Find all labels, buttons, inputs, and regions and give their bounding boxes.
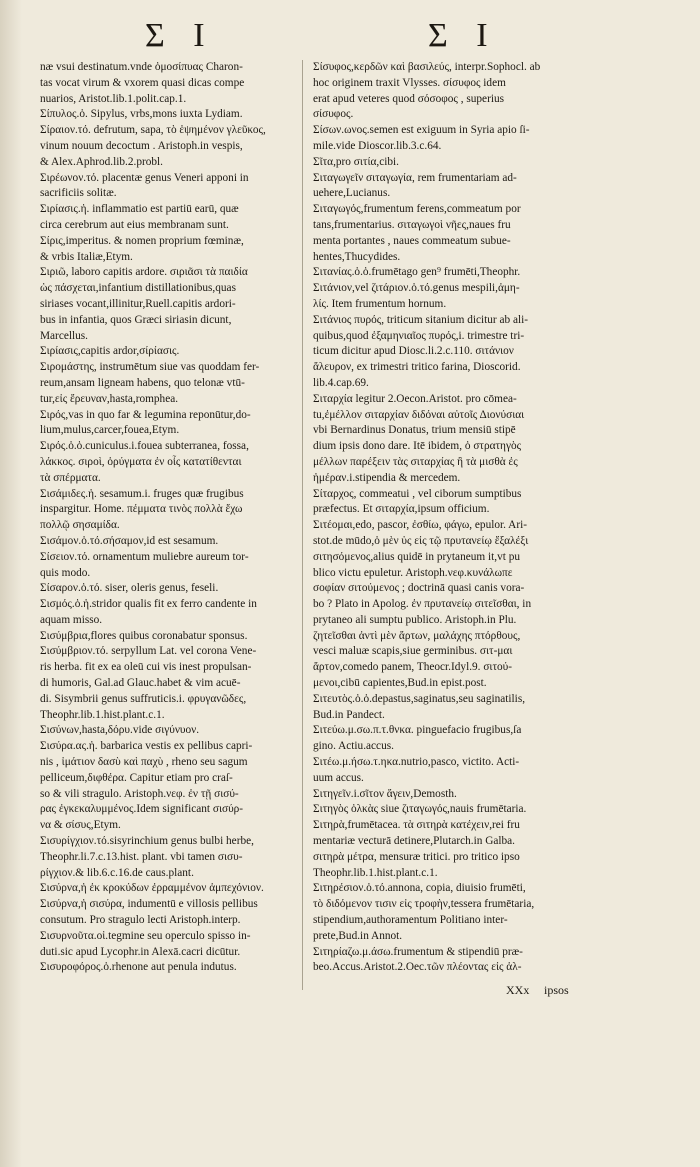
text-line: uehere,Lucianus. (313, 187, 391, 200)
text-line: Σιτηρίαζω.μ.άσω.frumentum & stipendiū præ- (313, 945, 523, 958)
text-line: vinum nouum decoctum . Aristoph.in vespis, (40, 139, 243, 152)
right-column (313, 60, 585, 976)
text-line: Σίραιον.τό. defrutum, sapa, τὸ ἑψημένον γλεῦκος, (40, 124, 266, 137)
text-line: Σιρός.ὁ.ὁ.cuniculus.i.fouea subterranea, fossa, (40, 440, 249, 453)
text-line: Σιτηρέσιον.ὁ.τό.annona, copia, diuisio frumēti, (313, 882, 526, 895)
text-line: dium ipsis dono dare. Itē ibidem, ὁ στρατηγὸς (313, 440, 522, 453)
text-line: Σιτηρὰ,frumētacea. τὰ σιτηρὰ κατέχειν,rei fru (313, 819, 520, 832)
text-line: aquam misso. (40, 613, 103, 626)
text-line: bo ? Plato in Apolog. ἐν πρυτανείῳ σιτεῖσθαι, in (313, 598, 532, 611)
text-line: Σίπυλος.ὁ. Sipylus, vrbs,mons iuxta Lydiam. (40, 108, 243, 121)
text-line: vbi Bernardinus Donatus, trium mensiū stipē (313, 424, 516, 437)
text-line: blico victu epuletur. Aristoph.νεφ.κυνάλωπε (313, 566, 513, 579)
text-line: λάκκος. σιροὶ, ὀρύγματα ἐν οἷς κατατίθενται (40, 455, 242, 468)
text-line: Marcellus. (40, 329, 88, 342)
text-line: Σισυροφόρος.ὁ.rhenone aut penula indutus. (40, 961, 237, 974)
text-line: quis modo. (40, 566, 91, 579)
text-line: Σιτέω.μ.ήσω.τ.ηκα.nutrio,pasco, victito. Acti- (313, 756, 520, 769)
text-line: prytaneo ali sumptu publico. Aristoph.in Plu. (313, 613, 517, 626)
text-line: vesci maluæ scapis,siue germinibus. σιτ-μαι (313, 645, 513, 658)
text-line: quibus,quod ἐξαμηνιαῖος πυρός,i. trimestre tri- (313, 329, 525, 342)
text-line: ἄλευρον, ex trimestri tritico farina, Dioscorid. (313, 361, 521, 374)
text-line: & Alex.Aphrod.lib.2.probl. (40, 155, 164, 168)
signature-mark: XXx (506, 983, 530, 997)
text-line: Σίσαρον.ὁ.τό. siser, oleris genus, feseli. (40, 582, 219, 595)
text-line: nis , ἱμάτιον δασὺ καὶ παχὺ , rheno seu sagum (40, 756, 248, 769)
text-line: di humoris, Gal.ad Glauc.habet & vim acuē- (40, 677, 241, 690)
text-line: Σισύμβρια,flores quibus coronabatur sponsus. (40, 629, 248, 642)
text-line: να & σίσυς,Etym. (40, 819, 121, 832)
text-line: duti.sic apud Lycophr.in Alexā.cacri dicūtur. (40, 945, 241, 958)
text-line: nuarios, Aristot.lib.1.polit.cap.1. (40, 92, 187, 105)
text-line: λίς. Item frumentum hornum. (313, 297, 447, 310)
text-line: Σισυρνοῦτα.οἱ.tegmine seu operculo spisso in- (40, 929, 251, 942)
text-line: Σισμός.ὁ.ἡ.stridor qualis fit ex ferro candente in (40, 598, 257, 611)
text-line: Σιτέομαι,edo, pascor, ἐσθίω, φάγω, epulor. Ari- (313, 519, 527, 532)
text-line: Σιρίασις.ἡ. inflammatio est partiū earū, quæ (40, 203, 239, 216)
text-line: Σιριῶ, laboro capitis ardore. σιριᾶσι τὰ παιδία (40, 266, 248, 279)
text-line: ρας ἐγκεκαλυμμένος.Idem significant σισύρ- (40, 803, 244, 816)
text-line: stipendium,authoramentum Politiano inter- (313, 914, 508, 927)
text-line: mentariæ vecturā detinere,Plutarch.in Galba. (313, 835, 516, 848)
text-line: ὡς πάσχεται,infantium distillationibus,quas (40, 282, 236, 295)
text-line: Theophr.lib.1.hist.plant.c.1. (313, 866, 438, 879)
text-line: Σισύρνα,ἡ ἐκ κροκύδων ἐρραμμένον ἀμπεχόνιον. (40, 882, 264, 895)
text-line: næ vsui destinatum.vnde ὁμοσίπυας Charon- (40, 61, 243, 73)
text-line: Σιτηγεῖν.i.σῖτον ἄγειν,Demosth. (313, 787, 457, 800)
text-line: tur,εἰς ἔρευναν,hasta,romphea. (40, 392, 179, 405)
running-head-left: Σ I (145, 17, 215, 54)
text-line: ris herba. fit ex ea oleū cui vis inest propulsan- (40, 661, 252, 674)
text-line: Σιτευτὸς.ὁ.ὁ.depastus,saginatus,seu saginatilis, (313, 692, 526, 705)
left-column (40, 60, 310, 976)
text-line: lib.4.cap.69. (313, 376, 369, 389)
text-line: menta portantes , naues commeatum subue- (313, 234, 511, 247)
text-line: Σισύρνα,ἡ σισύρα, indumentū e villosis pellibus (40, 898, 258, 911)
text-line: uum accus. (313, 771, 364, 784)
text-line: tans,frumentarius. σιταγωγοὶ νῆες,naues fru (313, 218, 511, 231)
text-line: Σισάμιδες.ἡ. sesamum.i. fruges quæ frugibus (40, 487, 244, 500)
text-line: lium,mulus,carcer,fouea,Etym. (40, 424, 180, 437)
text-line: Σιταγωγεῖν σιταγωγία, rem frumentariam ad- (313, 171, 517, 184)
text-line: tu,ἐμέλλον σιταρχίαν διδόναι αὐτοῖς Διονύσιαι (313, 408, 525, 421)
text-line: & vrbis Italiæ,Etym. (40, 250, 133, 263)
text-line: præfectus. Et σιταρχία,ipsum officium. (313, 503, 490, 516)
text-line: μενοι,cibū capientes,Bud.in epist.post. (313, 677, 487, 690)
text-line: Σιτάνιον,vel ζιτάριον.ὁ.τό.genus mespili,ἀμη- (313, 282, 520, 295)
text-line: μέλλων παρέξειν τὰς σιταρχίας ἢ τὰ μισθὰ ἐς (313, 455, 518, 468)
text-line: Σίσειον.τό. ornamentum muliebre aureum tor- (40, 550, 249, 563)
text-line: Σιταρχία legitur 2.Oecon.Aristot. pro cōmea- (313, 392, 517, 405)
text-line: Σιρίασις,capitis ardor,σίρίασις. (40, 345, 180, 358)
text-line: reum,ansam ligneam habens, quo telonæ vtū- (40, 376, 245, 389)
text-line: τὰ σπέρματα. (40, 471, 101, 484)
text-line: erat apud veteres quod σόσοφος , superius (313, 92, 505, 105)
text-line: σοφίαν σιτούμενος ; doctrinā quasi canis vora- (313, 582, 525, 595)
text-line: Σιταγωγός,frumentum ferens,commeatum por (313, 203, 521, 216)
text-line: prete,Bud.in Annot. (313, 929, 403, 942)
text-line: σιτηρὰ μέτρα, mensuræ tritici. pro tritico ipso (313, 850, 520, 863)
text-line: consutum. Pro stragulo lecti Aristoph.interp. (40, 914, 241, 927)
text-line: circa cerebrum aut eius membranam sunt. (40, 218, 229, 231)
text-line: ticum dicitur apud Diosc.li.2.c.110. σιτάνιον (313, 345, 514, 358)
text-line: stot.de mūdo,ὁ μὲν ὑς εἰς τῷ πρυτανείῳ ἔξαλέξι (313, 534, 529, 547)
book-gutter (0, 0, 22, 1167)
text-line: ρίγχιον.& lib.6.c.16.de caus.plant. (40, 866, 194, 879)
text-line: ἄρτον,comedo panem, Theocr.Idyl.9. σιτού- (313, 661, 512, 674)
text-line: hentes,Thucydides. (313, 250, 401, 263)
text-line: σιτησόμενος,alius quidē in prytaneum it,vt pu (313, 550, 521, 563)
text-line: Σιτάνιος πυρός, triticum sitanium dicitur ab ali- (313, 313, 529, 326)
text-line: beo.Accus.Aristot.2.Oec.τῶν πλέοντας εἰς ἀλ- (313, 961, 522, 974)
text-line: Σισύμβριον.τό. serpyllum Lat. vel corona Vene- (40, 645, 257, 658)
text-line: mile.vide Dioscor.lib.3.c.64. (313, 139, 442, 152)
text-line: Theophr.lib.1.hist.plant.c.1. (40, 708, 165, 721)
text-line: σίσυφος. (313, 108, 354, 121)
text-line: sacrificiis solitæ. (40, 187, 117, 200)
text-line: bus in infantia, quos Græci siriasin dicunt, (40, 313, 232, 326)
text-line: Σίσυφος,κερδῶν καὶ βασιλεύς, interpr.Sophocl. ab (313, 61, 541, 73)
text-line: Σίρις,imperitus. & nomen proprium fœminæ, (40, 234, 244, 247)
text-line: Σιτεύω.μ.σω.π.τ.θνκα. pinguefacio frugibus,ſa (313, 724, 522, 737)
text-line: Σιρός,vas in quo far & legumina reponūtur,do- (40, 408, 251, 421)
text-line: Σισάμον.ὁ.τό.σήσαμον,id est sesamum. (40, 534, 219, 547)
text-line: di. Sisymbrii genus suffruticis.i. φρυγανῶδες, (40, 692, 247, 705)
text-line: Σισύνων,hasta,δόρυ.vide σιγύνυον. (40, 724, 200, 737)
text-line: Σίταρχος, commeatui , vel ciborum sumptibus (313, 487, 522, 500)
text-line: τὸ διδόμενον τισιν εἰς τροφὴν,tessera frumētaria, (313, 898, 535, 911)
text-line: Σίσων.ωνος.semen est exiguum in Syria apio ſi- (313, 124, 530, 137)
text-line: Bud.in Pandect. (313, 708, 385, 721)
catchword: ipsos (544, 983, 569, 997)
text-line: so & vili stragulo. Aristoph.νεφ. ἐν τῇ σισύ- (40, 787, 239, 800)
text-line: Σιτηγὸς ὁλκὰς siue ζιταγωγός,nauis frumētaria. (313, 803, 527, 816)
text-line: Σιρέωνον.τό. placentæ genus Veneri apponi in (40, 171, 249, 184)
text-line: Σῖτα,pro σιτία,cibi. (313, 155, 399, 168)
text-line: Σιτανίας.ὁ.ὁ.frumētago gen⁹ frumēti,Theophr. (313, 266, 521, 279)
running-head-right: Σ I (428, 17, 498, 54)
text-line: pelliceum,διφθέρα. Capitur etiam pro craſ- (40, 771, 233, 784)
text-line: hoc originem traxit Vlysses. σίσυφος idem (313, 76, 506, 89)
text-line: Σισύρα.ας.ἡ. barbarica vestis ex pellibus capri- (40, 740, 253, 753)
text-line: ἡμέραν.i.stipendia & mercedem. (313, 471, 461, 484)
text-line: πολλῷ σησαμίδα. (40, 519, 120, 532)
text-line: Σισυρίγχιον.τό.sisyrinchium genus bulbi herbe, (40, 835, 254, 848)
text-line: tas vocat virum & vxorem quasi dicas compe (40, 76, 245, 89)
text-line: inspargitur. Home. πέμματα τινὸς πολλὰ ἔχω (40, 503, 243, 516)
text-line: siriases vocant,illinitur,Ruell.capitis ardori- (40, 297, 236, 310)
text-line: gino. Actiu.accus. (313, 740, 394, 753)
text-line: Σιρομάστης, instrumētum siue vas quoddam fer- (40, 361, 260, 374)
text-line: ζητεῖσθαι ἀντὶ μὲν ἄρτων, μαλάχης πτόρθους, (313, 629, 521, 642)
text-line: Theophr.li.7.c.13.hist. plant. vbi tamen σισυ- (40, 850, 243, 863)
